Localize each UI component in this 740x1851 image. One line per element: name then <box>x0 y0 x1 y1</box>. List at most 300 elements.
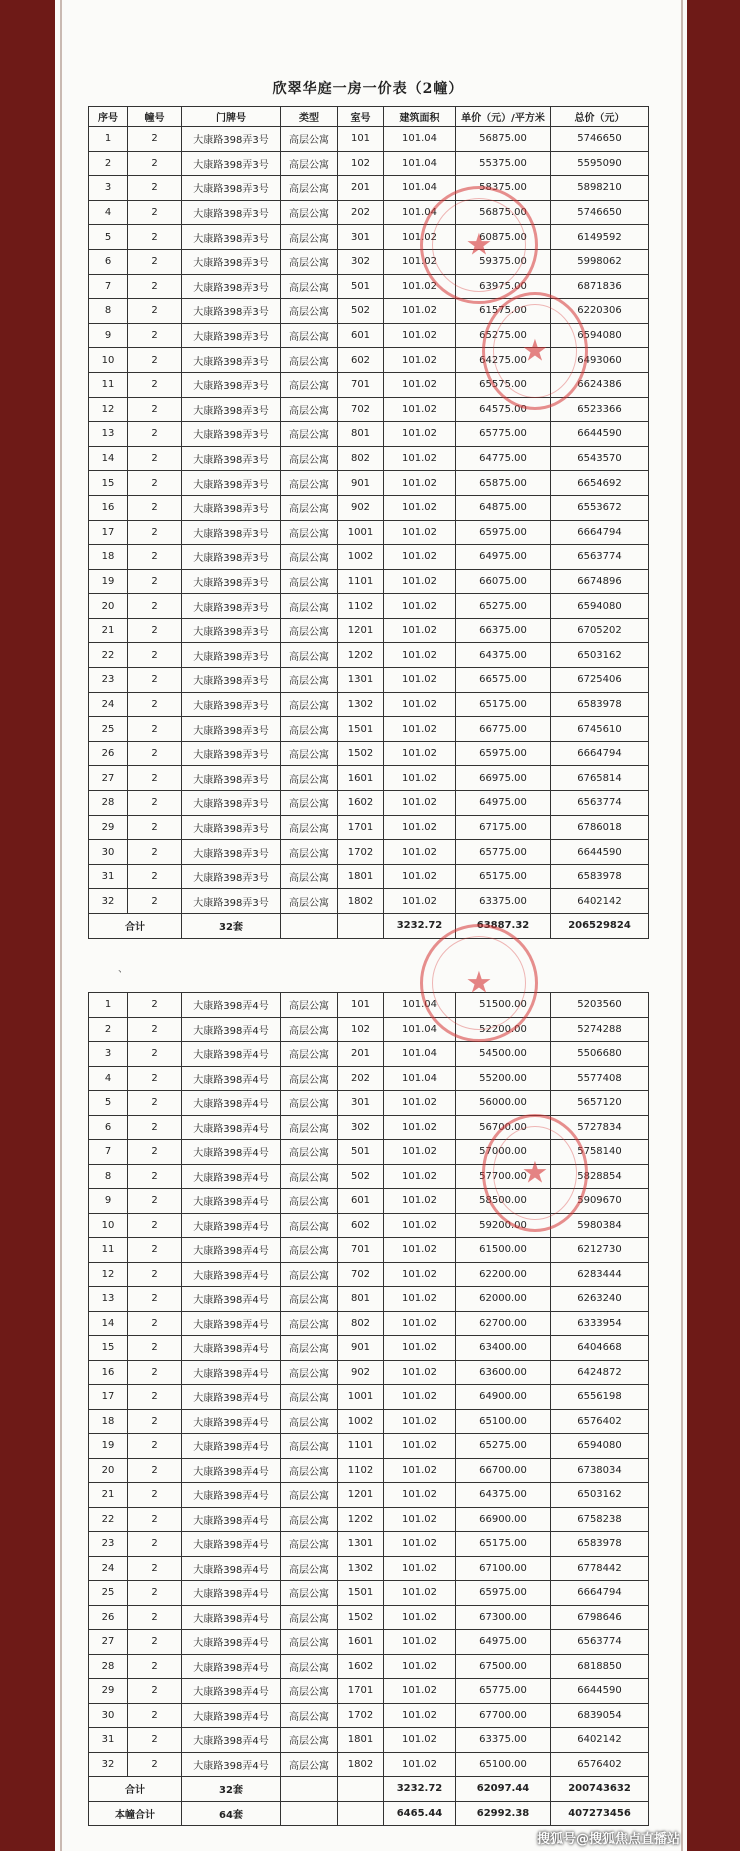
table-cell: 101.04 <box>384 993 456 1018</box>
table-cell: 29 <box>89 1679 128 1704</box>
table-cell: 8 <box>89 1164 128 1189</box>
table-row <box>89 815 649 840</box>
table-cell: 1701 <box>338 1679 384 1704</box>
table-cell: 6 <box>89 249 128 274</box>
table-cell: 6839054 <box>551 1703 649 1728</box>
table-cell: 63375.00 <box>456 1728 551 1753</box>
table-row <box>89 1042 649 1067</box>
table-cell: 22 <box>89 1507 128 1532</box>
table-row <box>89 1115 649 1140</box>
table-cell: 2 <box>128 176 182 201</box>
table-cell: 2 <box>128 1385 182 1410</box>
table-cell: 高层公寓 <box>281 1091 338 1116</box>
table-cell: 101.02 <box>384 594 456 619</box>
table-cell: 高层公寓 <box>281 1066 338 1091</box>
table-cell: 大康路398弄3号 <box>182 791 281 816</box>
table-cell: 61500.00 <box>456 1238 551 1263</box>
table-cell: 5727834 <box>551 1115 649 1140</box>
table-cell: 高层公寓 <box>281 1483 338 1508</box>
table-cell: 6543570 <box>551 446 649 471</box>
table-cell: 2 <box>128 397 182 422</box>
table-cell: 大康路398弄3号 <box>182 815 281 840</box>
table-cell: 5 <box>89 1091 128 1116</box>
table-cell: 大康路398弄4号 <box>182 1311 281 1336</box>
table-cell: 大康路398弄3号 <box>182 446 281 471</box>
table-cell: 2 <box>128 545 182 570</box>
table-row <box>89 520 649 545</box>
table-cell: 58500.00 <box>456 1189 551 1214</box>
table-cell: 65275.00 <box>456 1434 551 1459</box>
table-cell: 大康路398弄3号 <box>182 348 281 373</box>
table-cell: 56875.00 <box>456 200 551 225</box>
table-cell: 高层公寓 <box>281 372 338 397</box>
table-cell: 6644590 <box>551 840 649 865</box>
table-cell: 67500.00 <box>456 1654 551 1679</box>
table-cell: 高层公寓 <box>281 1238 338 1263</box>
table-cell: 1002 <box>338 1409 384 1434</box>
table-cell: 2 <box>128 618 182 643</box>
table-cell: 6402142 <box>551 889 649 914</box>
grand-total-label: 本幢合计 <box>89 1801 182 1826</box>
table-cell: 2 <box>128 1703 182 1728</box>
table-cell: 1001 <box>338 1385 384 1410</box>
table-cell: 1301 <box>338 668 384 693</box>
table-row <box>89 1630 649 1655</box>
table-cell: 1201 <box>338 1483 384 1508</box>
table-cell: 2 <box>128 1654 182 1679</box>
table-cell: 6594080 <box>551 594 649 619</box>
table-cell: 高层公寓 <box>281 1017 338 1042</box>
table-cell: 1802 <box>338 1752 384 1777</box>
total-label: 合计 <box>89 1777 182 1802</box>
grand-total-count: 64套 <box>182 1801 281 1826</box>
table-cell: 大康路398弄4号 <box>182 1703 281 1728</box>
table-cell: 2 <box>128 348 182 373</box>
table-cell: 6818850 <box>551 1654 649 1679</box>
table-cell: 高层公寓 <box>281 668 338 693</box>
table-cell: 大康路398弄3号 <box>182 864 281 889</box>
table-cell: 大康路398弄3号 <box>182 569 281 594</box>
table-cell: 大康路398弄4号 <box>182 1115 281 1140</box>
table-cell: 30 <box>89 840 128 865</box>
table-cell: 2 <box>128 495 182 520</box>
table-cell: 8 <box>89 299 128 324</box>
table-cell: 23 <box>89 1532 128 1557</box>
table-row <box>89 1679 649 1704</box>
table-row <box>89 643 649 668</box>
table-row <box>89 1213 649 1238</box>
table-cell: 601 <box>338 1189 384 1214</box>
table-cell: 高层公寓 <box>281 1728 338 1753</box>
table-cell: 1 <box>89 993 128 1018</box>
table-cell: 2 <box>128 889 182 914</box>
table-cell: 高层公寓 <box>281 127 338 152</box>
table-cell: 57700.00 <box>456 1164 551 1189</box>
table-cell: 1301 <box>338 1532 384 1557</box>
table-cell: 6778442 <box>551 1556 649 1581</box>
table-cell: 6624386 <box>551 372 649 397</box>
table-cell: 高层公寓 <box>281 864 338 889</box>
table-cell: 6583978 <box>551 864 649 889</box>
table-cell: 802 <box>338 1311 384 1336</box>
table-row <box>89 348 649 373</box>
table-cell: 4 <box>89 200 128 225</box>
table-cell: 101 <box>338 993 384 1018</box>
table-row <box>89 889 649 914</box>
table-cell: 高层公寓 <box>281 840 338 865</box>
table-row <box>89 1728 649 1753</box>
table-cell: 1701 <box>338 815 384 840</box>
table-row <box>89 864 649 889</box>
table-cell: 2 <box>128 1679 182 1704</box>
table-cell: 12 <box>89 1262 128 1287</box>
table-cell: 1101 <box>338 569 384 594</box>
table-cell: 67300.00 <box>456 1605 551 1630</box>
table-cell: 302 <box>338 249 384 274</box>
total-label: 合计 <box>89 914 182 939</box>
table-row <box>89 200 649 225</box>
header-cell: 单价（元）/平方米 <box>456 107 551 127</box>
table-cell: 62700.00 <box>456 1311 551 1336</box>
table-row <box>89 1360 649 1385</box>
table-cell: 1602 <box>338 1654 384 1679</box>
table-cell: 101.04 <box>384 200 456 225</box>
table-cell: 19 <box>89 569 128 594</box>
table-cell: 高层公寓 <box>281 1752 338 1777</box>
table-cell: 5274288 <box>551 1017 649 1042</box>
table-row <box>89 840 649 865</box>
table-cell: 高层公寓 <box>281 471 338 496</box>
table-cell: 501 <box>338 274 384 299</box>
table-cell: 101.02 <box>384 1262 456 1287</box>
table-cell: 2 <box>128 1115 182 1140</box>
total-area: 3232.72 <box>384 1777 456 1802</box>
table-cell: 101.04 <box>384 151 456 176</box>
table-cell: 101.02 <box>384 1507 456 1532</box>
total-row <box>89 914 649 939</box>
table-cell: 6583978 <box>551 1532 649 1557</box>
table-cell: 65775.00 <box>456 422 551 447</box>
table-cell: 高层公寓 <box>281 594 338 619</box>
watermark: 搜狐号@搜狐焦点直播站 <box>536 1832 680 1847</box>
table-cell: 2 <box>128 1091 182 1116</box>
table-cell: 66700.00 <box>456 1458 551 1483</box>
table-cell: 高层公寓 <box>281 717 338 742</box>
total-count: 32套 <box>182 1777 281 1802</box>
empty-cell <box>338 914 384 939</box>
table-cell: 高层公寓 <box>281 1287 338 1312</box>
table-cell: 25 <box>89 717 128 742</box>
table-cell: 101.02 <box>384 618 456 643</box>
table-cell: 大康路398弄3号 <box>182 766 281 791</box>
table-cell: 101.02 <box>384 1679 456 1704</box>
table-cell: 2 <box>89 151 128 176</box>
table-cell: 101.02 <box>384 1728 456 1753</box>
table-cell: 高层公寓 <box>281 274 338 299</box>
table-cell: 2 <box>128 249 182 274</box>
table-cell: 2 <box>128 1483 182 1508</box>
table-cell: 2 <box>128 422 182 447</box>
table-cell: 大康路398弄4号 <box>182 1287 281 1312</box>
table-cell: 101.02 <box>384 545 456 570</box>
table-cell: 101.02 <box>384 422 456 447</box>
table-row <box>89 594 649 619</box>
table-cell: 6738034 <box>551 1458 649 1483</box>
table-cell: 2 <box>128 1458 182 1483</box>
table-cell: 大康路398弄3号 <box>182 618 281 643</box>
table-cell: 6583978 <box>551 692 649 717</box>
table-cell: 大康路398弄3号 <box>182 643 281 668</box>
table-cell: 19 <box>89 1434 128 1459</box>
table-cell: 2 <box>128 1507 182 1532</box>
table-cell: 大康路398弄4号 <box>182 1458 281 1483</box>
table-cell: 60875.00 <box>456 225 551 250</box>
table-cell: 高层公寓 <box>281 1679 338 1704</box>
table-cell: 1102 <box>338 1458 384 1483</box>
table-cell: 2 <box>128 766 182 791</box>
table-cell: 64975.00 <box>456 791 551 816</box>
table-cell: 17 <box>89 520 128 545</box>
table-cell: 65575.00 <box>456 372 551 397</box>
table-cell: 101.02 <box>384 1654 456 1679</box>
table-cell: 65975.00 <box>456 520 551 545</box>
table-cell: 27 <box>89 766 128 791</box>
table-cell: 66775.00 <box>456 717 551 742</box>
table-cell: 101.02 <box>384 1140 456 1165</box>
empty-cell <box>281 1801 338 1826</box>
table-cell: 2 <box>128 1262 182 1287</box>
table-cell: 6220306 <box>551 299 649 324</box>
table-cell: 5506680 <box>551 1042 649 1067</box>
table-cell: 2 <box>128 1238 182 1263</box>
page-border-left <box>60 0 62 1851</box>
table-row <box>89 249 649 274</box>
table-row <box>89 668 649 693</box>
table-cell: 1502 <box>338 1605 384 1630</box>
separator-mark: 、 <box>118 964 128 975</box>
table-row <box>89 1556 649 1581</box>
empty-cell <box>281 1777 338 1802</box>
table-row <box>89 1654 649 1679</box>
table-cell: 101.02 <box>384 1409 456 1434</box>
table-cell: 20 <box>89 1458 128 1483</box>
table-cell: 高层公寓 <box>281 249 338 274</box>
table-row <box>89 397 649 422</box>
table-cell: 51500.00 <box>456 993 551 1018</box>
table-cell: 66975.00 <box>456 766 551 791</box>
table-cell: 大康路398弄3号 <box>182 668 281 693</box>
table-cell: 202 <box>338 200 384 225</box>
table-cell: 高层公寓 <box>281 225 338 250</box>
table-cell: 64775.00 <box>456 446 551 471</box>
table-cell: 1202 <box>338 1507 384 1532</box>
table-row <box>89 495 649 520</box>
table-cell: 24 <box>89 692 128 717</box>
table-cell: 6758238 <box>551 1507 649 1532</box>
table-cell: 18 <box>89 545 128 570</box>
table-cell: 6871836 <box>551 274 649 299</box>
table-cell: 101.02 <box>384 397 456 422</box>
table-cell: 高层公寓 <box>281 1434 338 1459</box>
table-cell: 65175.00 <box>456 864 551 889</box>
seal-star-icon: ★ <box>465 227 493 263</box>
table-cell: 101.02 <box>384 1213 456 1238</box>
table-cell: 1601 <box>338 766 384 791</box>
table-cell: 101.04 <box>384 1042 456 1067</box>
table-cell: 2 <box>128 1164 182 1189</box>
table-cell: 2 <box>128 864 182 889</box>
table-cell: 65100.00 <box>456 1752 551 1777</box>
table-cell: 28 <box>89 791 128 816</box>
table-cell: 101.04 <box>384 127 456 152</box>
table-cell: 大康路398弄3号 <box>182 741 281 766</box>
table-cell: 2 <box>89 1017 128 1042</box>
table-cell: 6402142 <box>551 1728 649 1753</box>
table-cell: 802 <box>338 446 384 471</box>
table-cell: 66375.00 <box>456 618 551 643</box>
header-cell: 室号 <box>338 107 384 127</box>
header-cell: 类型 <box>281 107 338 127</box>
table-cell: 59375.00 <box>456 249 551 274</box>
table-cell: 57000.00 <box>456 1140 551 1165</box>
table-cell: 5746650 <box>551 200 649 225</box>
table-row <box>89 1605 649 1630</box>
table-cell: 52200.00 <box>456 1017 551 1042</box>
table-cell: 502 <box>338 1164 384 1189</box>
table-cell: 66575.00 <box>456 668 551 693</box>
table-cell: 16 <box>89 1360 128 1385</box>
table-cell: 25 <box>89 1581 128 1606</box>
table-cell: 101.02 <box>384 1115 456 1140</box>
total-sum: 206529824 <box>551 914 649 939</box>
table-cell: 5758140 <box>551 1140 649 1165</box>
table-cell: 101.02 <box>384 372 456 397</box>
table-row <box>89 1140 649 1165</box>
table-cell: 5577408 <box>551 1066 649 1091</box>
table-cell: 31 <box>89 864 128 889</box>
table-row <box>89 741 649 766</box>
table-cell: 大康路398弄4号 <box>182 993 281 1018</box>
table-cell: 9 <box>89 323 128 348</box>
table-cell: 2 <box>128 1042 182 1067</box>
table-cell: 2 <box>128 151 182 176</box>
table-cell: 2 <box>128 446 182 471</box>
table-cell: 602 <box>338 1213 384 1238</box>
total-avg-price: 62097.44 <box>456 1777 551 1802</box>
table-cell: 101.02 <box>384 889 456 914</box>
table-cell: 5746650 <box>551 127 649 152</box>
grand-total-sum: 407273456 <box>551 1801 649 1826</box>
table-cell: 701 <box>338 372 384 397</box>
table-cell: 501 <box>338 1140 384 1165</box>
table-cell: 101.02 <box>384 1385 456 1410</box>
table-cell: 58375.00 <box>456 176 551 201</box>
table-cell: 65175.00 <box>456 1532 551 1557</box>
table-cell: 18 <box>89 1409 128 1434</box>
table-cell: 101.02 <box>384 864 456 889</box>
table-cell: 2 <box>128 643 182 668</box>
table-cell: 101.02 <box>384 1360 456 1385</box>
table-cell: 101.04 <box>384 1017 456 1042</box>
table-cell: 大康路398弄4号 <box>182 1556 281 1581</box>
table-cell: 6576402 <box>551 1409 649 1434</box>
table-cell: 64875.00 <box>456 495 551 520</box>
table-cell: 高层公寓 <box>281 815 338 840</box>
table-cell: 大康路398弄4号 <box>182 1213 281 1238</box>
table-cell: 101.02 <box>384 1458 456 1483</box>
table-cell: 5657120 <box>551 1091 649 1116</box>
table-cell: 101.02 <box>384 225 456 250</box>
table-cell: 10 <box>89 1213 128 1238</box>
table-cell: 6553672 <box>551 495 649 520</box>
table-cell: 5998062 <box>551 249 649 274</box>
table-cell: 10 <box>89 348 128 373</box>
table-cell: 大康路398弄3号 <box>182 520 281 545</box>
table-cell: 101.02 <box>384 791 456 816</box>
table-cell: 大康路398弄3号 <box>182 692 281 717</box>
table-cell: 901 <box>338 1336 384 1361</box>
table-cell: 101.04 <box>384 1066 456 1091</box>
table-cell: 4 <box>89 1066 128 1091</box>
table-cell: 大康路398弄4号 <box>182 1507 281 1532</box>
table-cell: 1002 <box>338 545 384 570</box>
table-cell: 7 <box>89 274 128 299</box>
table-cell: 1302 <box>338 1556 384 1581</box>
table-cell: 高层公寓 <box>281 422 338 447</box>
table-cell: 20 <box>89 594 128 619</box>
table-cell: 大康路398弄4号 <box>182 1066 281 1091</box>
table-cell: 大康路398弄3号 <box>182 225 281 250</box>
table-cell: 2 <box>128 1311 182 1336</box>
table-row <box>89 1385 649 1410</box>
table-cell: 13 <box>89 422 128 447</box>
table-row <box>89 1164 649 1189</box>
table-cell: 6333954 <box>551 1311 649 1336</box>
table-cell: 1302 <box>338 692 384 717</box>
table-cell: 大康路398弄4号 <box>182 1360 281 1385</box>
table-cell: 1 <box>89 127 128 152</box>
empty-cell <box>281 914 338 939</box>
page-border-right <box>681 0 683 1851</box>
table-cell: 101.02 <box>384 495 456 520</box>
table-cell: 101.02 <box>384 1752 456 1777</box>
table-cell: 602 <box>338 348 384 373</box>
table-cell: 27 <box>89 1630 128 1655</box>
table-cell: 64900.00 <box>456 1385 551 1410</box>
table-row <box>89 1091 649 1116</box>
table-cell: 高层公寓 <box>281 1115 338 1140</box>
table-cell: 大康路398弄4号 <box>182 1630 281 1655</box>
table-cell: 101.02 <box>384 1556 456 1581</box>
table-cell: 65275.00 <box>456 323 551 348</box>
table-cell: 101.02 <box>384 1164 456 1189</box>
table-cell: 201 <box>338 176 384 201</box>
table-cell: 65975.00 <box>456 741 551 766</box>
table-cell: 2 <box>128 1017 182 1042</box>
table-cell: 高层公寓 <box>281 1189 338 1214</box>
table-cell: 1702 <box>338 1703 384 1728</box>
table-row <box>89 993 649 1018</box>
table-cell: 502 <box>338 299 384 324</box>
table-cell: 6563774 <box>551 1630 649 1655</box>
table-cell: 21 <box>89 618 128 643</box>
table-cell: 601 <box>338 323 384 348</box>
grand-total-area: 6465.44 <box>384 1801 456 1826</box>
table-cell: 24 <box>89 1556 128 1581</box>
table-cell: 26 <box>89 1605 128 1630</box>
table-cell: 2 <box>128 1336 182 1361</box>
table-cell: 5909670 <box>551 1189 649 1214</box>
